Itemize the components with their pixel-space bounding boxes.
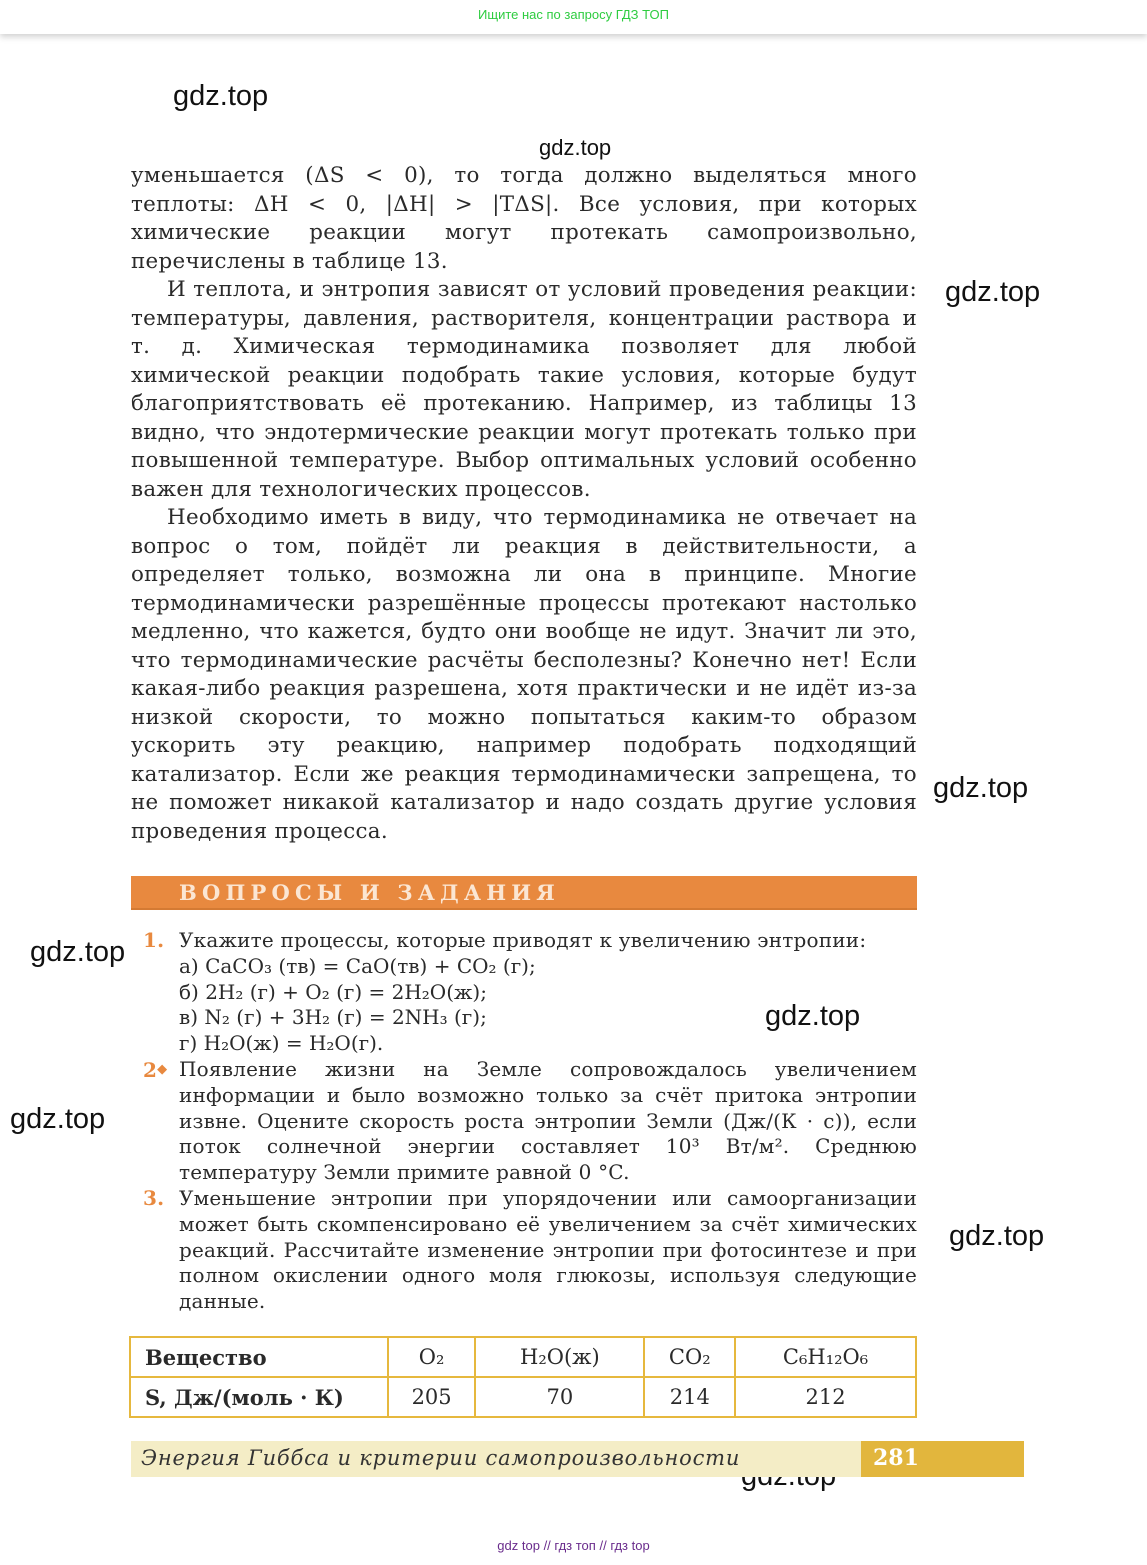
table-cell: H₂O(ж): [475, 1337, 644, 1377]
option-b: б) 2H₂ (г) + O₂ (г) = 2H₂O(ж);: [179, 979, 487, 1004]
question-number: 3.: [143, 1185, 165, 1210]
question-number: 1.: [143, 928, 165, 952]
question-2: [131, 1057, 917, 1186]
section-title: ВОПРОСЫ И ЗАДАНИЯ: [179, 880, 560, 905]
page-number-box: [861, 1441, 1024, 1477]
running-footer: [131, 1441, 861, 1477]
table-cell: 70: [475, 1377, 644, 1417]
footer-title: Энергия Гиббса и критерии самопроизвольности: [141, 1446, 741, 1470]
paragraph: уменьшается (ΔS < 0), то тогда должно выделяться много теплоты: ΔH < 0, |ΔH| > |TΔS|. Все условия, при которых химические реакции могут протекать самопроизвольно, перечислены в таблице 13.: [131, 163, 917, 274]
separator: //: [543, 1538, 551, 1553]
watermark: gdz.top: [945, 276, 1041, 308]
table-cell: 214: [644, 1377, 735, 1417]
table-row: [130, 1337, 916, 1377]
bottom-link[interactable]: гдз топ: [554, 1538, 596, 1553]
watermark: gdz.top: [949, 1220, 1045, 1252]
question-3: [131, 1186, 917, 1315]
watermark: gdz.top: [173, 80, 269, 112]
watermark: gdz.top: [933, 772, 1029, 804]
table-cell: 212: [735, 1377, 916, 1417]
table-cell: CO₂: [644, 1337, 735, 1377]
watermark: gdz.top: [30, 936, 126, 968]
page-number: 281: [873, 1445, 919, 1471]
section-header: [131, 876, 917, 910]
entropy-table: [129, 1336, 917, 1418]
table-cell: 205: [388, 1377, 475, 1417]
question-number: [143, 1057, 167, 1084]
question-1: [131, 928, 917, 954]
top-banner: [0, 0, 1147, 34]
body-text: [131, 162, 917, 846]
table-header-cell: S, Дж/(моль · К): [130, 1377, 388, 1417]
bottom-link[interactable]: гдз top: [610, 1538, 650, 1553]
separator: //: [599, 1538, 607, 1553]
table-cell: C₆H₁₂O₆: [735, 1337, 916, 1377]
table-row: [130, 1377, 916, 1417]
question-text: Уменьшение энтропии при упорядочении или самоорганизации может быть скомпенсировано её увеличением за счёт химических реакций. Рассчитайте изменение энтропии при фотосинтезе и при полном окислении одного моля глюкозы, используя следующие данные.: [179, 1185, 917, 1314]
table-header-cell: Вещество: [130, 1337, 388, 1377]
difficulty-marker-icon: ◆: [157, 1061, 168, 1077]
option-c: в) N₂ (г) + 3H₂ (г) = 2NH₃ (г);: [179, 1005, 487, 1030]
questions-list: [131, 928, 917, 1315]
bottom-links: [0, 1538, 1147, 1553]
option-d: г) H₂O(ж) = H₂O(г).: [179, 1031, 384, 1056]
bottom-link[interactable]: gdz top: [497, 1538, 540, 1553]
top-banner-text: Ищите нас по запросу ГДЗ ТОП: [478, 7, 669, 22]
option-a: а) CaCO₃ (тв) = CaO(тв) + CO₂ (г);: [179, 953, 536, 978]
paragraph: Необходимо иметь в виду, что термодинамика не отвечает на вопрос о том, пойдёт ли реакция в действительности, а определяет только, возможна ли она в принципе. Многие термодинамически разрешённые процессы протекают настолько медленно, что кажется, будто они вообще не идут. Значит ли это, что термодинамические расчёты бесполезны? Конечно нет! Если какая-либо реакция разрешена, хотя практически и не идёт из-за низкой скорости, то можно попытаться каким-то образом ускорить эту реакцию, например подобрать подходящий катализатор. Если же реакция термодинамически запрещена, то не поможет никакой катализатор и надо создать другие условия проведения процесса.: [131, 505, 917, 844]
watermark: gdz.top: [765, 1000, 861, 1032]
paragraph: И теплота, и энтропия зависят от условий проведения реакции: температуры, давления, растворителя, концентрации раствора и т. д. Химическая термодинамика позволяет для любой химической реакции подобрать такие условия, которые будут благоприятствовать её протеканию. Например, из таблицы 13 видно, что эндотермические реакции могут протекать только при повышенной температуре. Выбор оптимальных условий особенно важен для технологических процессов.: [131, 277, 917, 502]
question-text: Появление жизни на Земле сопровождалось увеличением информации и было возможно только за счёт притока энтропии извне. Оцените скорость роста энтропии Земли (Дж/(К · с)), если поток солнечной энергии составляет 10³ Вт/м². Среднюю температуру Земли примите равной 0 °C.: [179, 1056, 917, 1185]
table-cell: O₂: [388, 1337, 475, 1377]
question-text: Укажите процессы, которые приводят к увеличению энтропии:: [179, 928, 867, 952]
question-number-value: 2: [143, 1057, 158, 1082]
watermark: gdz.top: [10, 1103, 106, 1135]
watermark: gdz.top: [539, 135, 612, 160]
